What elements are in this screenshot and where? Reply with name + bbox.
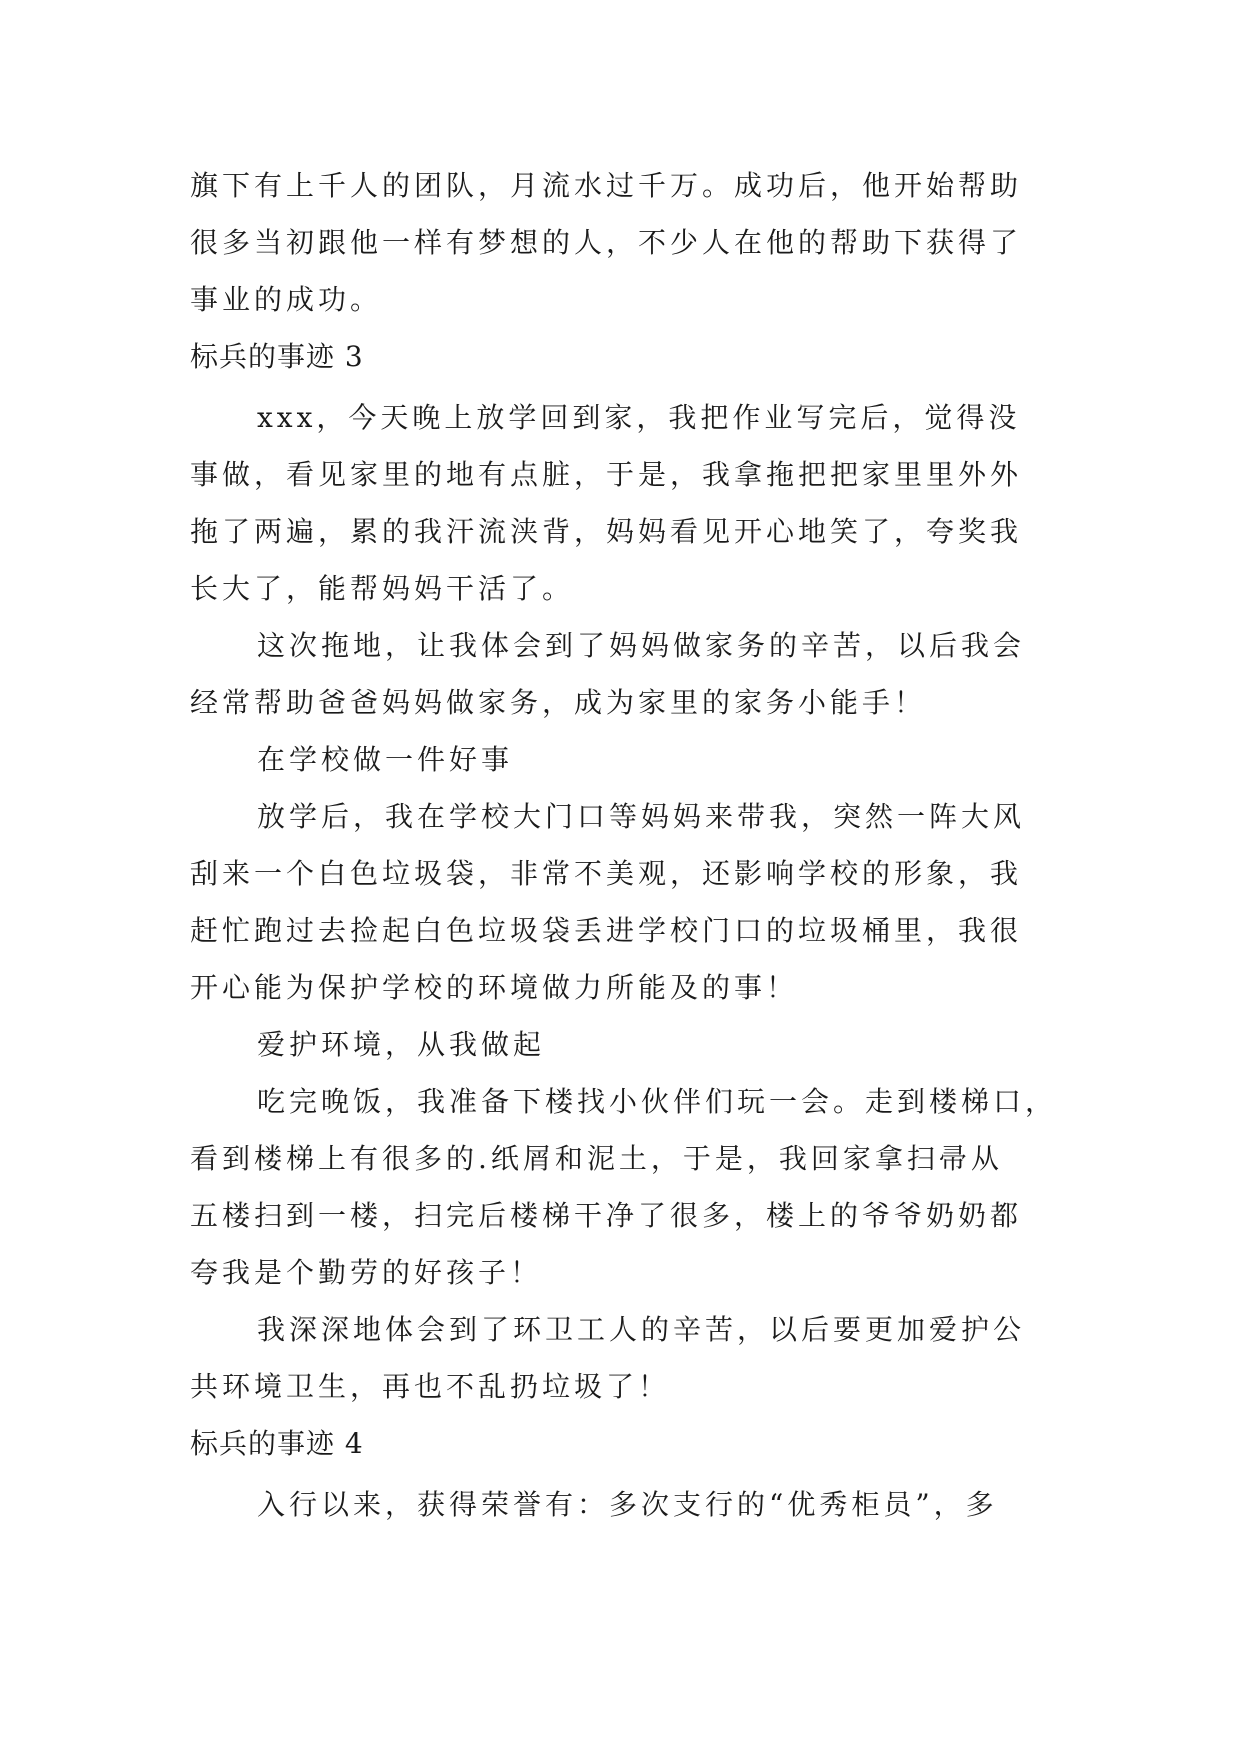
paragraph-line: 入行以来，获得荣誉有：多次支行的“优秀柜员”，多 bbox=[257, 1488, 998, 1521]
section-heading: 标兵的事迹 4 bbox=[190, 1427, 364, 1460]
paragraph-line: 这次拖地，让我体会到了妈妈做家务的辛苦，以后我会 bbox=[257, 629, 1026, 662]
section-heading: 标兵的事迹 3 bbox=[190, 340, 364, 373]
paragraph-line: 看到楼梯上有很多的.纸屑和泥土，于是，我回家拿扫帚从 bbox=[190, 1142, 1003, 1175]
paragraph-line: 很多当初跟他一样有梦想的人，不少人在他的帮助下获得了 bbox=[190, 226, 1023, 259]
paragraph-line: 开心能为保护学校的环境做力所能及的事！ bbox=[190, 971, 799, 1004]
paragraph-line: 拖了两遍，累的我汗流浃背，妈妈看见开心地笑了，夸奖我 bbox=[190, 515, 1023, 548]
subheading: 在学校做一件好事 bbox=[257, 743, 514, 776]
paragraph-line: 事业的成功。 bbox=[190, 283, 383, 316]
paragraph-line: 旗下有上千人的团队，月流水过千万。成功后，他开始帮助 bbox=[190, 169, 1023, 202]
paragraph-line: 吃完晚饭，我准备下楼找小伙伴们玩一会。走到楼梯口， bbox=[257, 1085, 1058, 1118]
paragraph-line: 共环境卫生，再也不乱扔垃圾了！ bbox=[190, 1370, 671, 1403]
paragraph-line: 放学后，我在学校大门口等妈妈来带我，突然一阵大风 bbox=[257, 800, 1026, 833]
paragraph-line: 夸我是个勤劳的好孩子！ bbox=[190, 1256, 543, 1289]
paragraph-line: 我深深地体会到了环卫工人的辛苦，以后要更加爱护公 bbox=[257, 1313, 1026, 1346]
paragraph-line: 五楼扫到一楼，扫完后楼梯干净了很多，楼上的爷爷奶奶都 bbox=[190, 1199, 1023, 1232]
paragraph-line: 长大了，能帮妈妈干活了。 bbox=[190, 572, 575, 605]
subheading: 爱护环境，从我做起 bbox=[257, 1028, 546, 1061]
paragraph-line: 刮来一个白色垃圾袋，非常不美观，还影响学校的形象，我 bbox=[190, 857, 1023, 890]
paragraph-line: 事做，看见家里的地有点脏，于是，我拿拖把把家里里外外 bbox=[190, 458, 1023, 491]
paragraph-line: 赶忙跑过去捡起白色垃圾袋丢进学校门口的垃圾桶里，我很 bbox=[190, 914, 1023, 947]
paragraph-line: 经常帮助爸爸妈妈做家务，成为家里的家务小能手！ bbox=[190, 686, 927, 719]
paragraph-line: xxx，今天晚上放学回到家，我把作业写完后，觉得没 bbox=[257, 401, 1021, 434]
